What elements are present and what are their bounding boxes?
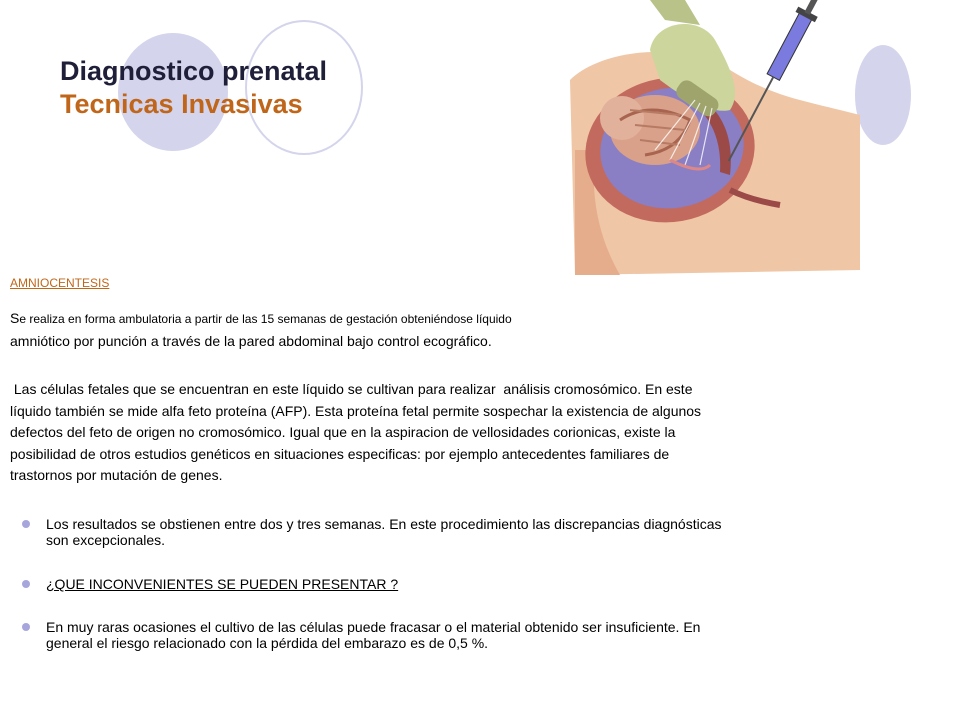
intro-line-1: e realiza en forma ambulatoria a partir de las 15 semanas de gestación obteniéndose líquido <box>19 312 512 326</box>
para2-line: trastornos por mutación de genes. <box>10 467 223 483</box>
para2-line: Las células fetales que se encuentran en este líquido se cultivan para realizar análisis cromosómico. En este <box>10 381 693 397</box>
bullet-list <box>22 516 952 548</box>
para2-line: líquido también se mide alfa feto proteína (AFP). Esta proteína fetal permite sospechar la existencia de algunos <box>10 402 702 419</box>
bullet-item-risks <box>22 619 952 651</box>
decor-circle-right <box>855 45 911 145</box>
bullet-text: Los resultados se obstienen entre dos y tres semanas. En este procedimiento las discrepancias diagnósticas <box>46 516 722 532</box>
bullet-dot-icon <box>22 580 30 588</box>
intro-line-2: amniótico por punción a través de la pared abdominal bajo control ecográfico. <box>10 332 492 349</box>
para2-line: defectos del feto de origen no cromosómico. Igual que en la aspiracion de vellosidades corionicas, existe la <box>10 424 676 440</box>
bullet-list <box>22 576 952 592</box>
bullet-text: son excepcionales. <box>46 532 166 548</box>
intro-initial: S <box>10 310 20 326</box>
bullet-text: ¿QUE INCONVENIENTES SE PUEDEN PRESENTAR ? <box>46 576 399 592</box>
para2-line: posibilidad de otros estudios genéticos en situaciones especificas: por ejemplo antecedentes familiares de <box>10 445 670 462</box>
title-line-2: Tecnicas Invasivas <box>60 89 303 119</box>
cell-culture-paragraph <box>10 379 930 487</box>
bullet-item-results <box>22 516 952 548</box>
bullet-item-question <box>22 576 952 592</box>
bullet-dot-icon <box>22 623 30 631</box>
page-title <box>60 55 327 121</box>
amniocentesis-illustration-icon <box>560 0 860 280</box>
intro-paragraph <box>10 308 930 352</box>
bullet-dot-icon <box>22 520 30 528</box>
bullet-text: general el riesgo relacionado con la pérdida del embarazo es de 0,5 %. <box>46 635 489 651</box>
title-line-1: Diagnostico prenatal <box>60 56 328 86</box>
bullet-text: En muy raras ocasiones el cultivo de las células puede fracasar o el material obtenido ser insuficiente. En <box>46 619 701 635</box>
section-heading: AMNIOCENTESIS <box>10 276 110 290</box>
bullet-list <box>22 619 952 651</box>
